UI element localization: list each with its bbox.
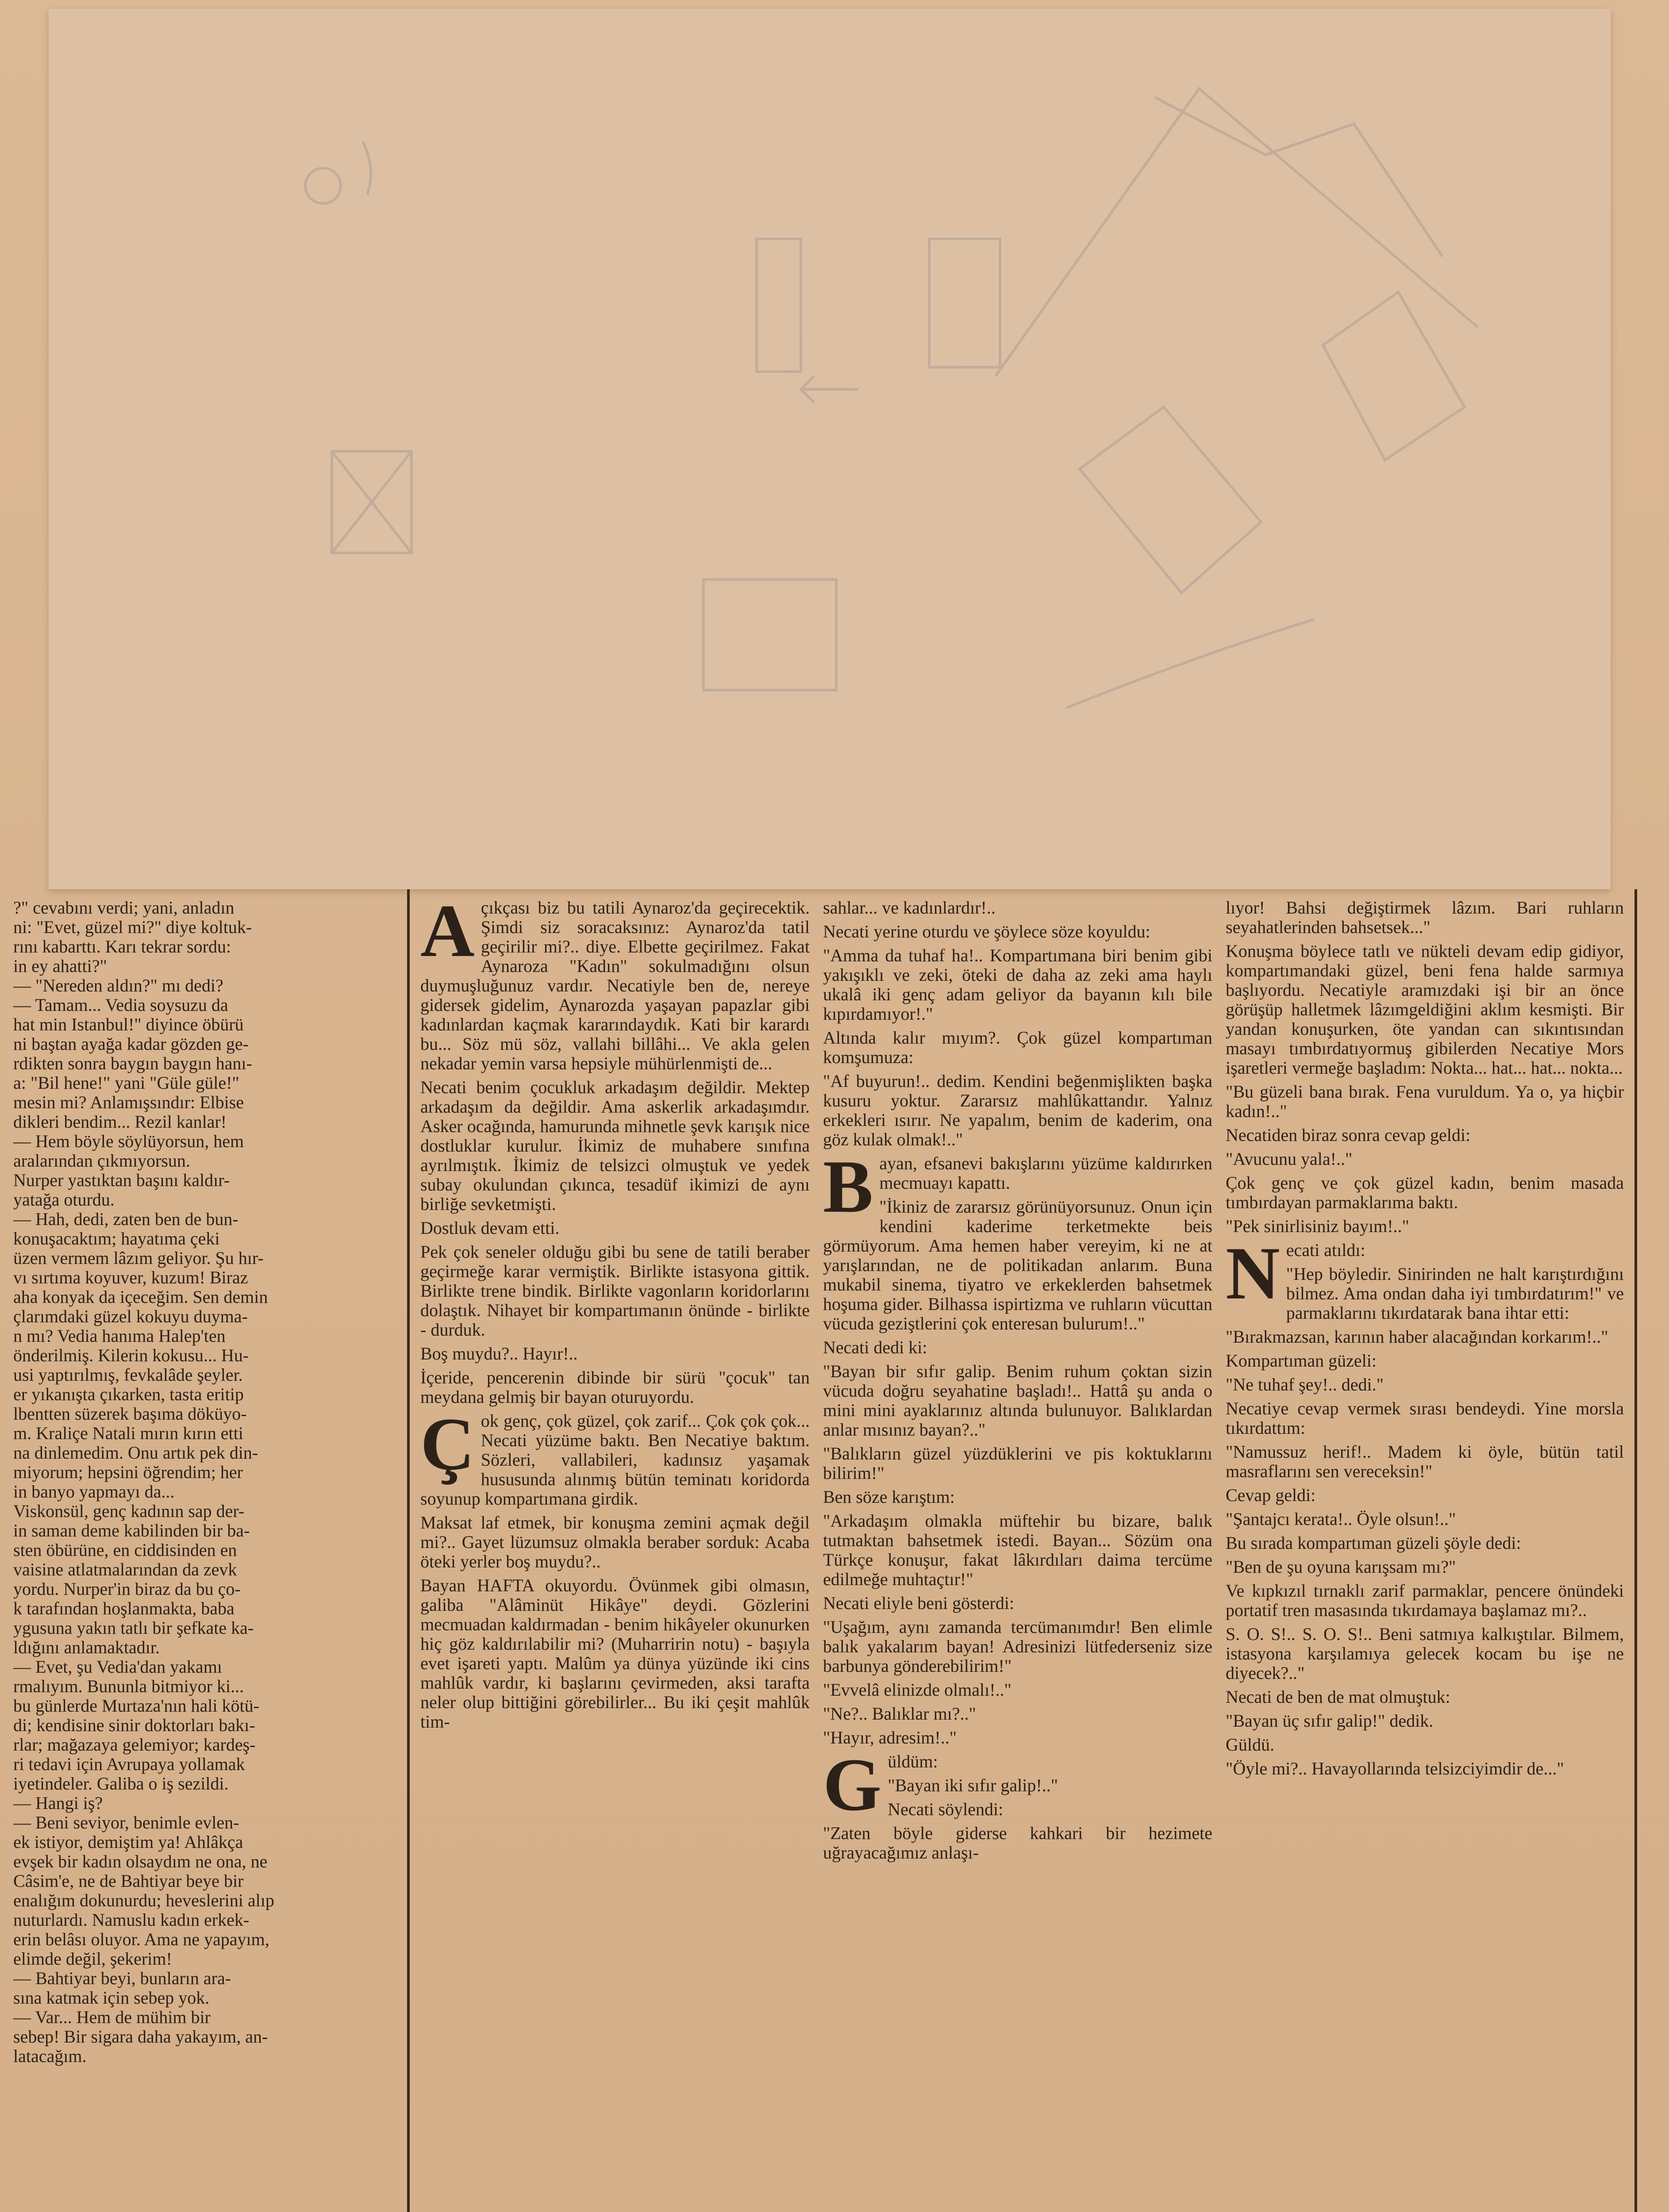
paragraph: Çok genç ve çok güzel kadın, benim masada tımbırdayan parmaklarıma baktı. xyxy=(1226,1173,1624,1212)
text-line: ni baştan ayağa kadar gözden ge- xyxy=(13,1034,249,1054)
text-line: elimde değil, şekerim! xyxy=(13,1949,172,1969)
paragraph: üldüm: xyxy=(888,1751,938,1771)
text-line: nuturlardı. Namuslu kadın erkek- xyxy=(13,1910,250,1930)
paragraph: "Uşağım, aynı zamanda tercümanımdır! Ben elimle balık yakalarım bayan! Adresinizi lütfederseniz size barbunya gönderebilirim!" xyxy=(823,1617,1212,1676)
text-line: er yıkanışta çıkarken, tasta eritip xyxy=(13,1384,244,1404)
box-col3-paras xyxy=(1226,898,1624,1236)
text-line: önderilmiş. Kilerin kokusu... Hu- xyxy=(13,1345,249,1365)
paragraph: Ve kıpkızıl tırnaklı zarif parmaklar, pencere önündeki portatif tren masasında tıkırdamaya başlamaz mı?.. xyxy=(1226,1581,1624,1620)
paragraph: Kompartıman güzeli: xyxy=(1226,1351,1377,1371)
paragraph: "Avucunu yala!.." xyxy=(1226,1149,1353,1169)
text-line: ni: "Evet, güzel mi?" diye koltuk- xyxy=(13,917,252,937)
text-line: — Hangi iş? xyxy=(13,1793,103,1813)
text-line: hat min Istanbul!" diyince öbürü xyxy=(13,1014,244,1034)
sketch-box xyxy=(929,239,1000,367)
sketch-line xyxy=(363,142,371,195)
text-line: ri tedavi için Avrupaya yollamak xyxy=(13,1754,245,1774)
paragraph: Güldü. xyxy=(1226,1735,1274,1755)
paragraph: Necati yerine oturdu ve şöylece söze koyuldu: xyxy=(823,922,1150,941)
paragraph: Maksat laf etmek, bir konuşma zemini açmak değil mi?.. Gayet lüzumsuz olmakla beraber sorduk: Acaba öteki yerler boş muydu?.. xyxy=(420,1513,810,1571)
text-line: ldığını anlamaktadır. xyxy=(13,1637,160,1657)
left-column-lines xyxy=(13,898,403,2066)
text-line: sına katmak için sebep yok. xyxy=(13,1988,210,2008)
paragraph: "Bayan üç sıfır galip!" dedik. xyxy=(1226,1711,1434,1731)
paragraph: "Pek sinirlisiniz bayım!.." xyxy=(1226,1216,1409,1236)
paragraph: "Amma da tuhaf ha!.. Kompartımana biri benim gibi yakışıklı ve zeki, öteki de daha az zeki ama haylı ukalâ iki genç adam geliyor da bayanın kılı bile kıpırdamıyor!." xyxy=(823,945,1212,1024)
text-line: — Beni seviyor, benimle evlen- xyxy=(13,1813,239,1832)
paragraph: ok genç, çok güzel, çok zarif... Çok çok çok... Necati yüzüme baktı. Ben Necatiye baktım. Sözleri, vallabileri, kadınsız yaşamak hususunda alınmış bütün teminatı koridorda soyunup kompartımana girdik. xyxy=(420,1411,810,1509)
paragraph: "Ne?.. Balıklar mı?.." xyxy=(823,1704,976,1724)
text-line: lbentten süzerek başıma döküyo- xyxy=(13,1404,247,1424)
paragraph: Boş muydu?.. Hayır!.. xyxy=(420,1344,578,1363)
paragraph: "Arkadaşım olmakla müftehir bu bizare, balık tutmaktan bahsetmek istedi. Bayan... Sözüm ona Türkçe konuşur, fakat lâkırdıları daima tercüme edilmeğe muhtaçtır!" xyxy=(823,1511,1212,1589)
paragraph: ayan, efsanevi bakışlarını yüzüme kaldırırken mecmuayı kapattı. xyxy=(879,1153,1212,1193)
paragraph: "Hep böyledir. Sinirinden ne halt karıştırdığını bilmez. Ama ondan daha iyi tımbırdatırım!" ve parmaklarını tıkırdatarak bana ihtar etti: xyxy=(1286,1264,1624,1323)
sketch-line xyxy=(1155,97,1442,257)
sketch-line xyxy=(1066,619,1314,708)
paragraph: Cevap geldi: xyxy=(1226,1485,1316,1505)
paragraph: Necati de ben de mat olmuştuk: xyxy=(1226,1687,1450,1707)
dropcap: B xyxy=(823,1145,873,1228)
sketch-box xyxy=(757,239,801,372)
text-line: rını kabarttı. Karı tekrar sordu: xyxy=(13,937,231,956)
sketch-box xyxy=(1080,407,1261,593)
box-col2-paras xyxy=(823,898,1212,1149)
text-line: rmalıyım. Bununla bitmiyor ki... xyxy=(13,1676,244,1696)
dropcap: N xyxy=(1226,1232,1280,1315)
text-line: erin belâsı oluyor. Ama ne yapayım, xyxy=(13,1929,269,1949)
paragraph: Necatiden biraz sonra cevap geldi: xyxy=(1226,1125,1471,1145)
text-line: usi yaptırılmış, fevkalâde şeyler. xyxy=(13,1365,243,1385)
box-column-3 xyxy=(1226,898,1624,2212)
sketch-box xyxy=(1323,292,1465,460)
text-line: vı sırtıma koyuver, kuzum! Biraz xyxy=(13,1267,248,1287)
box-col2-paras-2 xyxy=(823,1145,1212,1747)
paragraph: "Şantajcı kerata!.. Öyle olsun!.." xyxy=(1226,1509,1456,1529)
paragraph: Konuşma böylece tatlı ve nükteli devam edip gidiyor, kompartımandaki güzel, beni fena halde sarmıya başlıyordu. Necatiyle aramızdaki işi bir an önce görüşüp halletmek lâzımgeldiğini aklım kesmişti. Bir yandan konuşurken, öte yandan can sıkıntısından masayı tımbırdatıyormuş gibilerden Necatiye Mors işaretleri vermeğe başladım: Nokta... hat... hat... nokta... xyxy=(1226,941,1624,1078)
text-line: na dinlemedim. Onu artık pek din- xyxy=(13,1443,258,1463)
paragraph: Ben söze karıştım: xyxy=(823,1487,955,1507)
paragraph: İçeride, pencerenin dibinde bir sürü "çocuk" tan meydana gelmiş bir bayan oturuyordu. xyxy=(420,1367,810,1407)
text-line: — Evet, şu Vedia'dan yakamı xyxy=(13,1657,222,1677)
text-line: aralarından çıkmıyorsun. xyxy=(13,1151,190,1171)
text-line: bu günlerde Murtaza'nın hali kötü- xyxy=(13,1696,259,1716)
paragraph: Necati eliyle beni gösterdi: xyxy=(823,1593,1015,1613)
paragraph: "Bu güzeli bana bırak. Fena vuruldum. Ya o, ya hiçbir kadın!.." xyxy=(1226,1082,1624,1121)
paragraph: Necati benim çocukluk arkadaşım değildir. Mektep arkadaşım da değildir. Ama askerlik arkadaşımdır. Asker ocağında, hamurunda mihnetle şevk karışık nice dostluklar kurulur. İkimiz de muhabere sınıfına ayrılmıştık. İkimiz de telsizci olmuştuk ve yedek subay okulundan çıkınca, tesadüf ikimizi de aynı birliğe sevketmişti. xyxy=(420,1077,810,1214)
paragraph: "Bayan bir sıfır galip. Benim ruhum çoktan sizin vücuda doğru seyahatine başladı!.. Hattâ şu anda o mini mini ayaklarınız altında bulunuyor. Balıklardan anlar mısınız bayan?.." xyxy=(823,1361,1212,1440)
text-line: mesin mi? Anlamışsındır: Elbise xyxy=(13,1092,244,1112)
text-line: — "Nereden aldın?" mı dedi? xyxy=(13,975,223,995)
text-line: in banyo yapmayı da... xyxy=(13,1482,175,1502)
paragraph: "Ben de şu oyuna karışsam mı?" xyxy=(1226,1557,1456,1577)
sketch-box xyxy=(704,580,836,690)
dropcap: Ç xyxy=(420,1402,475,1486)
text-line: yatağa oturdu. xyxy=(13,1190,115,1210)
text-line: m. Kraliçe Natali mırın kırın etti xyxy=(13,1423,243,1443)
text-line: çlarımdaki güzel kokuyu duyma- xyxy=(13,1306,248,1326)
text-line: evşek bir kadın olsaydım ne ona, ne xyxy=(13,1851,268,1871)
text-line: — Hah, dedi, zaten ben de bun- xyxy=(13,1209,238,1229)
text-line: rlar; mağazaya gelemiyor; kardeş- xyxy=(13,1735,256,1755)
box-col3-paras-2 xyxy=(1226,1232,1624,1778)
pencil-sketch xyxy=(49,9,1611,889)
text-line: ygusuna yakın tatlı bir şefkate ka- xyxy=(13,1618,254,1638)
text-line: Nurper yastıktan başını kaldır- xyxy=(13,1170,230,1190)
paragraph: S. O. S!.. S. O. S!.. Beni satmıya kalkıştılar. Bilmem, istasyona karşılamıya gelecek kocam bu işe ne diyecek?.." xyxy=(1226,1624,1624,1683)
paragraph: "Evvelâ elinizde olmalı!.." xyxy=(823,1680,1011,1700)
text-line: Viskonsül, genç kadının sap der- xyxy=(13,1501,245,1521)
text-line: ?" cevabını verdi; yani, anladın xyxy=(13,898,235,918)
paragraph: Altında kalır mıyım?. Çok güzel kompartıman komşumuza: xyxy=(823,1028,1212,1067)
text-line: sebep! Bir sigara daha yakayım, an- xyxy=(13,2027,268,2047)
paragraph: "Hayır, adresim!.." xyxy=(823,1728,957,1747)
text-line: aha konyak da içeceğim. Sen demin xyxy=(13,1287,268,1307)
sketch-circle xyxy=(305,168,341,204)
text-line: k tarafından hoşlanmakta, baba xyxy=(13,1598,235,1618)
text-line: — Tamam... Vedia soysuzu da xyxy=(13,995,228,1015)
paragraph: Bayan HAFTA okuyordu. Övünmek gibi olmasın, galiba "Alâminüt Hikâye" deydi. Gözlerini mecmuadan kaldırmadan - benim hikâyeler okunurken hiç göz kaldırılabilir mi? (Muharririn notu) - başıyla evet işareti yaptı. Malûm ya dünya yüzünde iki cins mahlûk vardır, ki başlarını çevirmeden, aksi tarafta neler olup bittiğini görebilirler... Bu iki çeşit mahlûk tim- xyxy=(420,1575,810,1732)
paragraph: Necatiye cevap vermek sırası bendeydi. Yine morsla tıkırdattım: xyxy=(1226,1398,1624,1438)
text-line: yordu. Nurper'in biraz da bu ço- xyxy=(13,1579,241,1599)
paragraph: lıyor! Bahsi değiştirmek lâzım. Bari ruhların seyahatlerinden bahsetsek..." xyxy=(1226,898,1624,937)
text-line: ek istiyor, demiştim ya! Ahlâkça xyxy=(13,1832,243,1852)
text-line: enalığım dokunurdu; heveslerini alıp xyxy=(13,1890,274,1910)
text-line: miyorum; hepsini öğrendim; her xyxy=(13,1462,243,1482)
paragraph: sahlar... ve kadınlardır!.. xyxy=(823,898,996,918)
paragraph: "Ne tuhaf şey!.. dedi." xyxy=(1226,1375,1384,1394)
text-line: a: "Bil hene!" yani "Güle güle!" xyxy=(13,1073,239,1093)
dropcap: G xyxy=(823,1743,882,1826)
paragraph: "Balıkların güzel yüzdüklerini ve pis koktuklarını bilirim!" xyxy=(823,1444,1212,1483)
text-line: konuşacaktım; hayatıma çeki xyxy=(13,1229,220,1248)
sketch-line xyxy=(996,88,1478,376)
paragraph: ecati atıldı: xyxy=(1286,1240,1365,1260)
text-line: in ey ahatti?" xyxy=(13,956,107,976)
text-line: latacağım. xyxy=(13,2046,87,2066)
left-column xyxy=(13,898,403,2066)
text-line: — Var... Hem de mühim bir xyxy=(13,2007,211,2027)
paragraph: "Bırakmazsan, karının haber alacağından korkarım!.." xyxy=(1226,1327,1608,1347)
folded-paper-flap xyxy=(49,9,1611,889)
box-column-2 xyxy=(823,898,1212,2212)
text-line: in saman deme kabilinden bir ba- xyxy=(13,1521,250,1540)
paragraph: "Zaten böyle giderse kahkari bir hezimete uğrayacağımız anlaşı- xyxy=(823,1823,1212,1863)
paragraph: Pek çok seneler olduğu gibi bu sene de tatili beraber geçirmeğe karar vermiştik. Birlikte istasyona gittik. Birlikte trene bindik. Birlikte vagonların koridorlarını dolaştık. Nihayet bir kompartımanın önünde - birlikte - durduk. xyxy=(420,1242,810,1340)
dropcap: A xyxy=(420,889,475,972)
paragraph: "İkiniz de zararsız görünüyorsunuz. Onun için kendini kaderime terketmekte beis görmüyorum. Ama hemen haber vereyim, ki ne at yarışlarından, ne de politikadan anlarım. Buna mukabil sinema, tiyatro ve erkeklerden bahsetmek hoşuma gider. Bilhassa ispirtizma ve ruhların vücuttan vücuda geziştlerini çok enteresan bulurum!.." xyxy=(823,1197,1212,1333)
paragraph: Necati dedi ki: xyxy=(823,1337,927,1357)
box-col1-paras-2 xyxy=(420,1402,810,1732)
paragraph: "Namussuz herif!.. Madem ki öyle, bütün tatil masraflarını sen vereceksin!" xyxy=(1226,1442,1624,1481)
paragraph: çıkçası biz bu tatili Aynaroz'da geçirecektik. Şimdi siz soracaksınız: Aynaroz'da tatil geçirilir mi?.. diye. Elbette geçirilmez. Fakat Aynaroza "Kadın" sokulmadığını olsun duymuşluğunuz vardır. Necatiyle ben de, nereye gidersek gidelim, Aynarozda yaşayan papazlar gibi kadınlardan kaçmak kararındaydık. Kati bir karardı bu... Söz mü söz, vallahi billâhi... Ve akla gelen nekadar yemin varsa hepsiyle mühürlenmişti de... xyxy=(420,898,810,1073)
text-line: üzen vermem lâzım geliyor. Şu hır- xyxy=(13,1248,264,1268)
text-line: — Hem böyle söylüyorsun, hem xyxy=(13,1131,244,1151)
text-line: di; kendisine sinir doktorları bakı- xyxy=(13,1715,255,1735)
text-line: iyetindeler. Galiba o iş sezildi. xyxy=(13,1774,229,1793)
paragraph: "Öyle mi?.. Havayollarında telsizciyimdir de..." xyxy=(1226,1759,1564,1778)
paragraph: "Bayan iki sıfır galip!.." xyxy=(888,1775,1058,1795)
box-col1-paras xyxy=(420,889,810,1407)
text-line: n mı? Vedia hanıma Halep'ten xyxy=(13,1326,226,1346)
text-line: — Bahtiyar beyi, bunların ara- xyxy=(13,1968,231,1988)
paragraph: "Af buyurun!.. dedim. Kendini beğenmişlikten başka kusuru yoktur. Zararsız mahlûkattandır. Yalnız erkekleri ısırır. Ne yapalım, benim de kaderim, ona göz kulak olmak!.." xyxy=(823,1071,1212,1149)
text-line: vaisine atlatmalarından da zevk xyxy=(13,1559,237,1579)
text-line: sten öbürüne, en ciddisinden en xyxy=(13,1540,237,1560)
text-line: dikleri bendim... Rezil kanlar! xyxy=(13,1112,227,1132)
box-column-1 xyxy=(420,889,810,2212)
paragraph: Dostluk devam etti. xyxy=(420,1218,560,1238)
paragraph: Bu sırada kompartıman güzeli şöyle dedi: xyxy=(1226,1533,1521,1553)
text-line: Câsim'e, ne de Bahtiyar beye bir xyxy=(13,1871,244,1891)
text-line: rdikten sonra baygın baygın hanı- xyxy=(13,1053,252,1073)
paragraph: Necati söylendi: xyxy=(888,1799,1004,1819)
